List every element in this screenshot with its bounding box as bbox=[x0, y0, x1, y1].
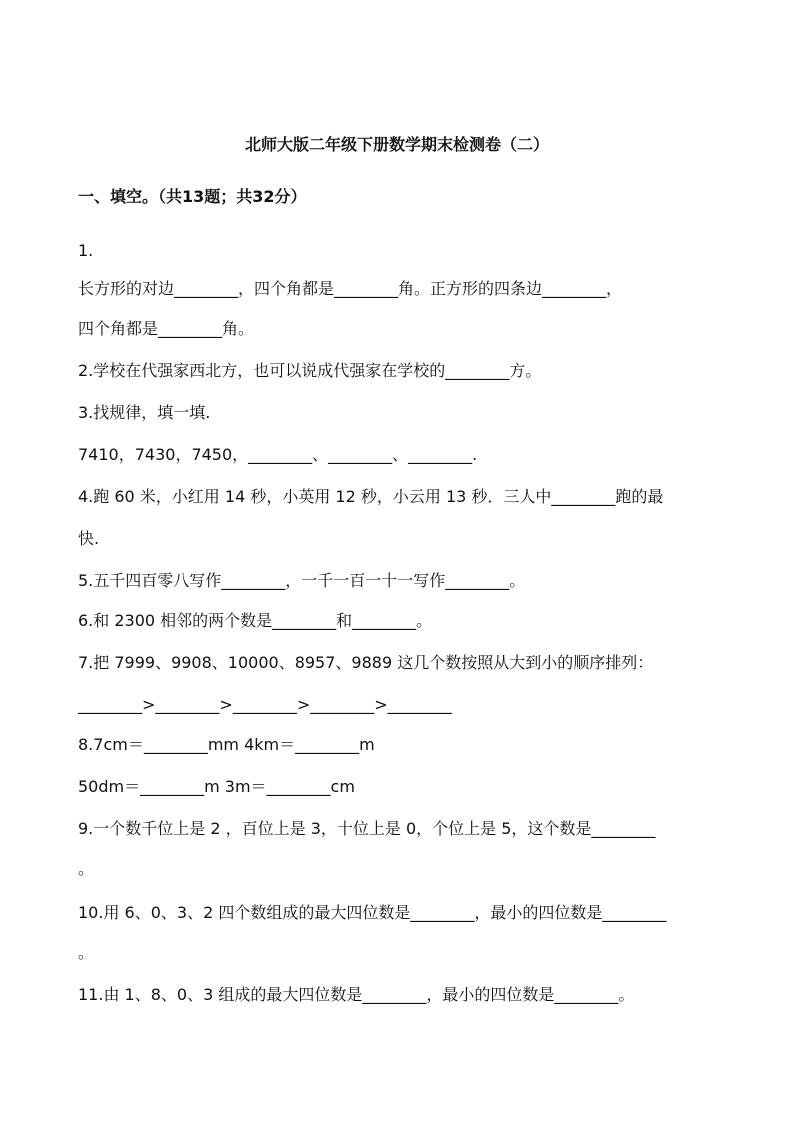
question-1-line-1: 长方形的对边________，四个角都是________角。正方形的四条边________， bbox=[78, 279, 623, 298]
question-3-prompt: 3.找规律，填一填. bbox=[78, 403, 211, 422]
exam-title: 北师大版二年级下册数学期末检测卷（二） bbox=[244, 135, 549, 154]
question-2: 2.学校在代强家西北方，也可以说成代强家在学校的________方。 bbox=[78, 361, 542, 380]
question-6: 6.和 2300 相邻的两个数是________和________。 bbox=[78, 611, 433, 630]
question-5: 5.五千四百零八写作________，一千一百一十一写作________。 bbox=[78, 571, 526, 590]
section-heading-fill-in: 一、填空。（共13题；共32分） bbox=[78, 187, 307, 206]
question-10-line-1: 10.用 6、0、3、2 四个数组成的最大四位数是________，最小的四位数是________ bbox=[78, 903, 667, 922]
question-9-line-1: 9.一个数千位上是 2 ，百位上是 3，十位上是 0，个位上是 5，这个数是________ bbox=[78, 819, 656, 838]
question-9-line-2: 。 bbox=[78, 859, 95, 878]
question-3-sequence: 7410，7430，7450，________、________、________. bbox=[78, 445, 478, 464]
question-1-number: 1. bbox=[78, 241, 94, 260]
question-10-line-2: 。 bbox=[78, 943, 95, 962]
question-8-line-2: 50dm＝________m 3m＝________cm bbox=[78, 777, 355, 796]
question-4-line-2: 快. bbox=[78, 529, 100, 548]
question-1-line-2: 四个角都是________角。 bbox=[78, 319, 255, 338]
question-7-prompt: 7.把 7999、9908、10000、8957、9889 这几个数按照从大到小的顺序排列： bbox=[78, 653, 654, 672]
question-4-line-1: 4.跑 60 米，小红用 14 秒，小英用 12 秒，小云用 13 秒．三人中________跑的最 bbox=[78, 487, 664, 506]
question-11: 11.由 1、8、0、3 组成的最大四位数是________，最小的四位数是________。 bbox=[78, 985, 635, 1004]
question-8-line-1: 8.7cm＝________mm 4km＝________m bbox=[78, 735, 375, 754]
question-7-answer-blanks: ________>________>________>________>________ bbox=[78, 695, 452, 714]
